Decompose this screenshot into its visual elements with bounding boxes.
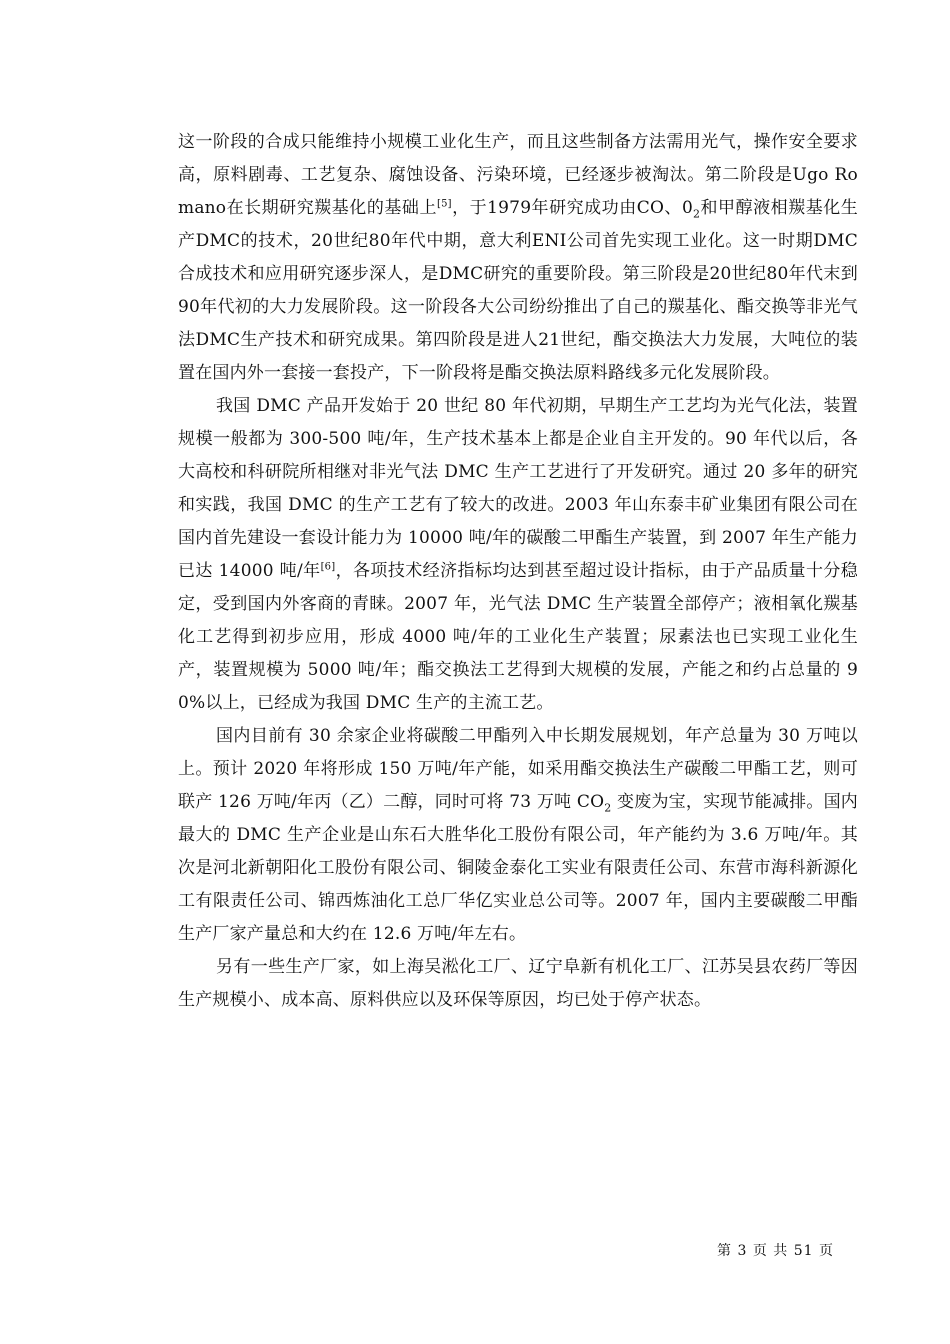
citation-5: [5]: [436, 198, 452, 210]
paragraph-2: [178, 390, 858, 720]
page-footer: [0, 1240, 950, 1260]
paragraph-1-text-a: 这一阶段的合成只能维持小规模工业化生产，而且这些制备方法需用光气，操作安全要求高，原料剧毒、工艺复杂、腐蚀设备、污染环境，已经逐步被淘汰。第二阶段是Ugo Romano在长期研究羰基化的基础上: [178, 132, 858, 218]
citation-6: [6]: [320, 561, 336, 573]
paragraph-4: [178, 951, 858, 1017]
paragraph-4-text: 另有一些生产厂家，如上海吴淞化工厂、辽宁阜新有机化工厂、江苏吴县农药厂等因生产规模小、成本高、原料供应以及环保等原因，均已处于停产状态。: [178, 957, 858, 1010]
paragraph-2-text-b: ，各项技术经济指标均达到甚至超过设计指标，由于产品质量十分稳定，受到国内外客商的青睐。2007 年，光气法 DMC 生产装置全部停产；液相氧化羰基化工艺得到初步应用，形成 4000 吨/年的工业化生产装置；尿素法也已实现工业化生产，装置规模为 5000 吨/年；酯交换法工艺得到大规模的发展，产能之和约占总量的 90%以上，已经成为我国 DMC 生产的主流工艺。: [178, 561, 859, 713]
subscript-2: 2: [692, 207, 701, 221]
page-number: 第 3 页 共 51 页: [717, 1243, 834, 1259]
paragraph-1-text-c: 和甲醇液相羰基化生产DMC的技术，20世纪80年代中期，意大利ENI公司首先实现工业化。这一时期DMC合成技术和应用研究逐步深人，是DMC研究的重要阶段。第三阶段是20世纪80年代末到90年代初的大力发展阶段。这一阶段各大公司纷纷推出了自己的羰基化、酯交换等非光气法DMC生产技术和研究成果。第四阶段是进人21世纪，酯交换法大力发展，大吨位的装置在国内外一套接一套投产，下一阶段将是酯交换法原料路线多元化发展阶段。: [178, 198, 858, 383]
paragraph-1-text-b: ，于1979年研究成功由CO、0: [451, 198, 693, 218]
subscript-2: 2: [604, 801, 612, 815]
paragraph-1: [178, 126, 858, 390]
paragraph-2-text-a: 我国 DMC 产品开发始于 20 世纪 80 年代初期，早期生产工艺均为光气化法，装置规模一般都为 300-500 吨/年，生产技术基本上都是企业自主开发的。90 年代以后，各大高校和科研院所相继对非光气法 DMC 生产工艺进行了开发研究。通过 20 多年的研究和实践，我国 DMC 的生产工艺有了较大的改进。2003 年山东泰丰矿业集团有限公司在国内首先建设一套设计能力为 10000 吨/年的碳酸二甲酯生产装置，到 2007 年生产能力已达 14000 吨/年: [178, 396, 858, 581]
paragraph-3-text-b: 变废为宝，实现节能减排。国内最大的 DMC 生产企业是山东石大胜华化工股份有限公司，年产能约为 3.6 万吨/年。其次是河北新朝阳化工股份有限公司、铜陵金泰化工实业有限责任公司、东营市海科新源化工有限责任公司、锦西炼油化工总厂华亿实业总公司等。2007 年，国内主要碳酸二甲酯生产厂家产量总和大约在 12.6 万吨/年左右。: [178, 792, 858, 944]
paragraph-3-text-a: 国内目前有 30 余家企业将碳酸二甲酯列入中长期发展规划，年产总量为 30 万吨以上。预计 2020 年将形成 150 万吨/年产能，如采用酯交换法生产碳酸二甲酯工艺，则可联产 126 万吨/年丙（乙）二醇，同时可将 73 万吨 CO: [178, 726, 858, 812]
paragraph-3: [178, 720, 858, 951]
document-body: [178, 126, 858, 1017]
